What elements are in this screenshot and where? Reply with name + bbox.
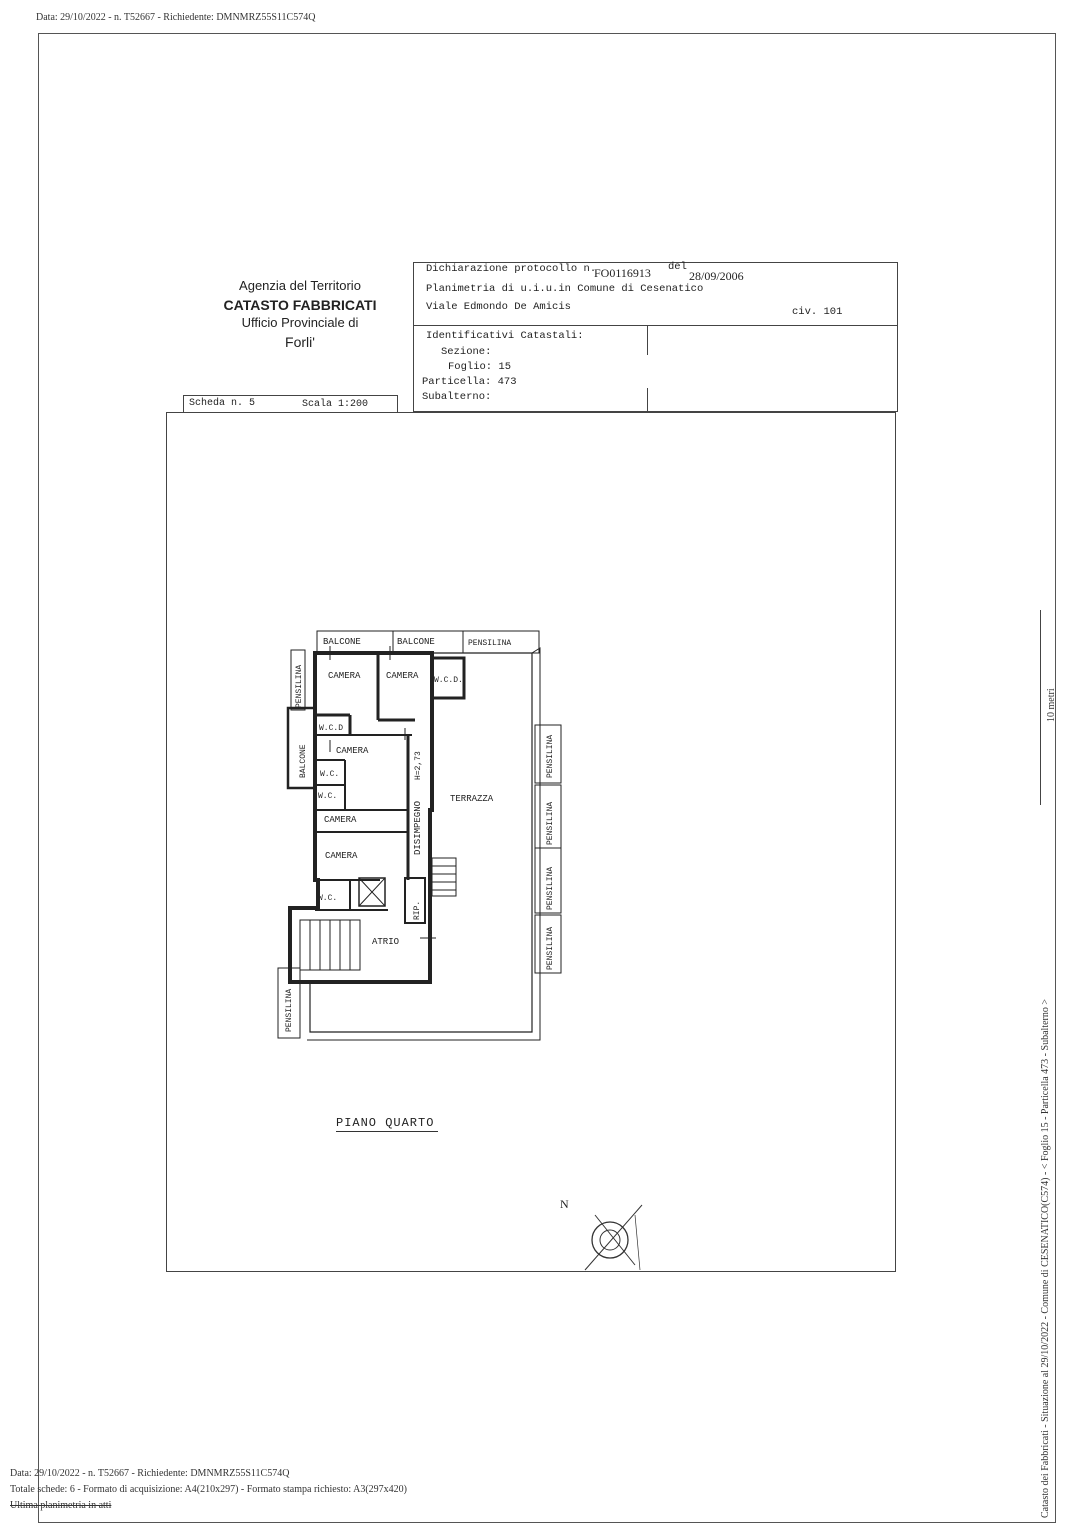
date-label: del [668, 261, 687, 273]
scheda-box [183, 395, 398, 413]
room-label: W.C.D. [434, 676, 463, 685]
room-label: CAMERA [328, 671, 361, 681]
room-label: PENSILINA [468, 639, 512, 648]
room-label: BALCONE [397, 637, 435, 647]
room-label: W.C. [318, 792, 338, 801]
address-line: Viale Edmondo De Amicis [426, 301, 571, 313]
declaration-box [413, 262, 898, 412]
room-label: PENSILINA [285, 988, 294, 1032]
room-label: W.C. [318, 894, 338, 903]
room-label: CAMERA [336, 746, 369, 756]
agency-name: Agenzia del Territorio [239, 278, 361, 293]
box-tick [647, 325, 648, 355]
room-label: CAMERA [324, 815, 357, 825]
footer-line: Totale schede: 6 - Formato di acquisizione: A4(210x297) - Formato stampa richiesto: A3(297x420) [10, 1484, 407, 1495]
civic-number: civ. 101 [792, 306, 843, 318]
scale-ratio: Scala 1:200 [302, 399, 369, 410]
compass-icon [580, 1200, 660, 1280]
identifiers-title: Identificativi Catastali: [426, 330, 584, 342]
room-label: ATRIO [372, 937, 400, 947]
room-label: CAMERA [386, 671, 419, 681]
footer-line: Data: 29/10/2022 - n. T52667 - Richiedente: DMNMRZ55S11C574Q [10, 1468, 290, 1479]
north-label: N [560, 1197, 569, 1211]
protocol-date: 28/09/2006 [689, 269, 744, 283]
document-header: Data: 29/10/2022 - n. T52667 - Richiedente: DMNMRZ55S11C574Q [36, 12, 316, 23]
box-divider [414, 325, 897, 326]
box-tick [647, 388, 648, 412]
planimetry-line: Planimetria di u.i.u.in Comune di Cesenatico [426, 283, 704, 295]
room-label: PENSILINA [546, 734, 555, 778]
scale-label: 10 metri [1046, 688, 1057, 722]
protocol-number: FO0116913 [594, 266, 651, 280]
room-label: PENSILINA [546, 801, 555, 845]
room-label: PENSILINA [546, 926, 555, 970]
floor-plan [270, 620, 570, 1070]
foglio-field: Foglio: 15 [448, 361, 512, 373]
room-label: H=2,73 [414, 751, 423, 780]
room-label: BALCONE [299, 744, 308, 778]
room-label: PENSILINA [546, 866, 555, 910]
scheda-number: Scheda n. 5 [189, 398, 256, 409]
scale-bar [1040, 610, 1041, 805]
room-label: RIP. [413, 900, 422, 920]
room-label: CAMERA [325, 851, 358, 861]
room-label: TERRAZZA [450, 794, 494, 804]
office-label: Ufficio Provinciale di [241, 315, 359, 330]
floor-label: PIANO QUARTO [336, 1116, 438, 1132]
room-label: PENSILINA [295, 664, 304, 708]
room-label: W.C.D [319, 724, 344, 733]
room-label: W.C. [320, 770, 340, 779]
registry-name: CATASTO FABBRICATI [223, 297, 377, 313]
subalterno-field: Subalterno: [422, 391, 492, 403]
room-label: DISIMPEGNO [413, 800, 423, 855]
room-label: BALCONE [323, 637, 361, 647]
particella-field: Particella: 473 [422, 376, 517, 388]
agency-block [200, 278, 400, 350]
cadastral-note: Catasto dei Fabbricati - Situazione al 29/10/2022 - Comune di CESENATICO(C574) - < Foglio 15 - Particella 473 - Subalterno > [1040, 999, 1051, 1518]
office-city: Forli' [285, 334, 315, 350]
protocol-label: Dichiarazione protocollo n. [426, 263, 597, 275]
footer-line: Ultima planimetria in atti [10, 1500, 112, 1511]
sezione-field: Sezione: [441, 346, 492, 358]
